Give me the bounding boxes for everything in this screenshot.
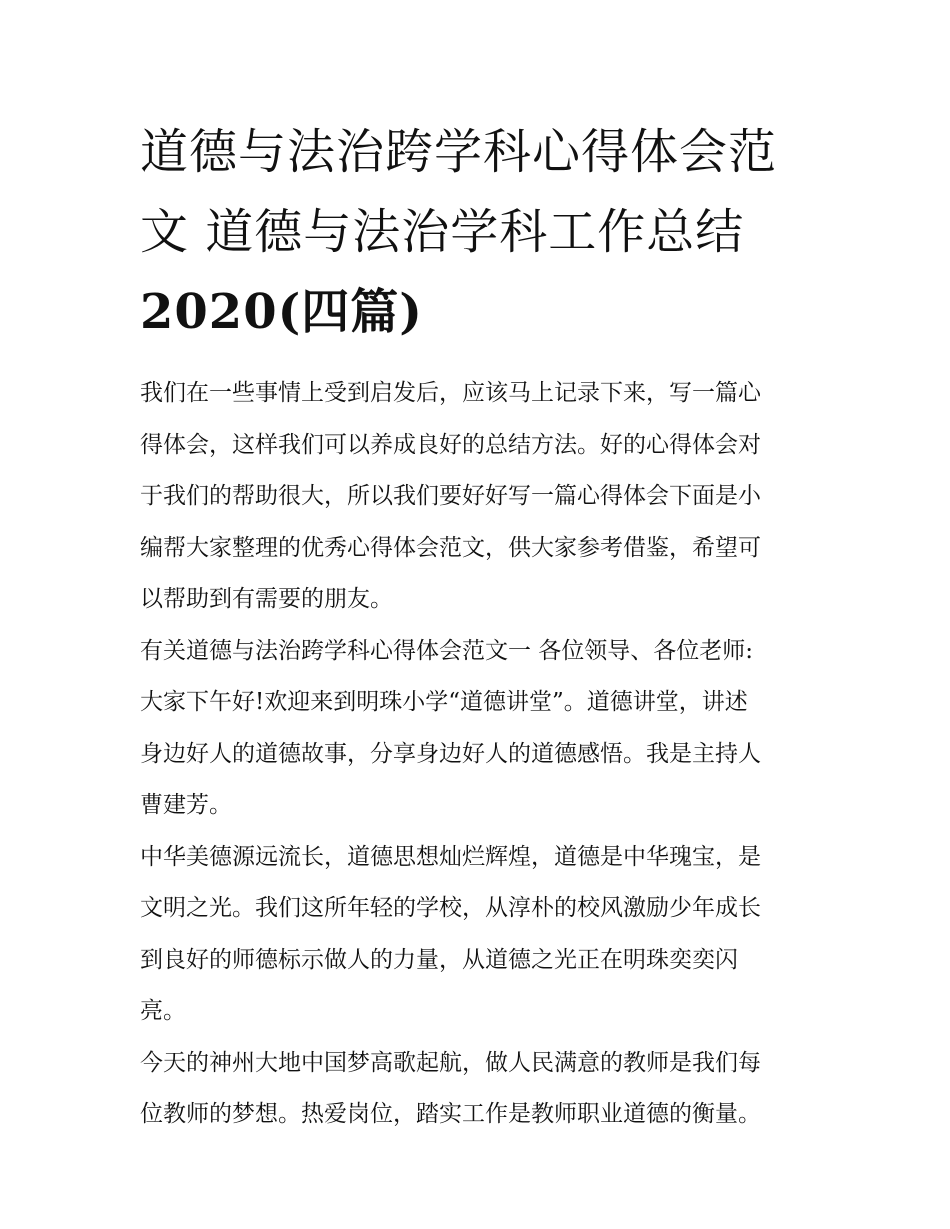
text-line: 亮。: [140, 998, 186, 1024]
title-line-2: 文 道德与法治学科工作总结: [140, 204, 745, 260]
text-line: 编帮大家整理的优秀心得体会范文，供大家参考借鉴，希望可: [140, 534, 761, 561]
paragraph-essay-one-opening: [140, 626, 812, 832]
title-line-3: 2020(四篇): [140, 284, 424, 340]
text-line: 有关道德与法治跨学科心得体会范文一 各位领导、各位老师:: [140, 637, 754, 664]
text-line: 位教师的梦想。热爱岗位，踏实工作是教师职业道德的衡量。: [140, 1101, 761, 1127]
text-line: 曹建芳。: [140, 792, 232, 818]
text-line: 身边好人的道德故事，分享身边好人的道德感悟。我是主持人: [140, 740, 761, 767]
text-line: 到良好的师德标示做人的力量，从道德之光正在明珠奕奕闪: [140, 946, 738, 973]
paragraph-teacher-dream: [140, 1038, 812, 1141]
paragraph-virtue: [140, 832, 812, 1038]
title-line-1: 道德与法治跨学科心得体会范: [140, 124, 778, 180]
document-page: [140, 112, 812, 1141]
text-line: 以帮助到有需要的朋友。: [140, 586, 393, 612]
text-line: 得体会，这样我们可以养成良好的总结方法。好的心得体会对: [140, 431, 761, 458]
paragraph-intro: [140, 368, 812, 626]
document-title: [140, 112, 812, 352]
text-line: 大家下午好!欢迎来到明珠小学“道德讲堂”。道德讲堂，讲述: [140, 689, 748, 715]
text-line: 我们在一些事情上受到启发后，应该马上记录下来，写一篇心: [140, 380, 761, 406]
text-line: 中华美德源远流长，道德思想灿烂辉煌，道德是中华瑰宝，是: [140, 843, 761, 870]
text-line: 于我们的帮助很大，所以我们要好好写一篇心得体会下面是小: [140, 483, 761, 509]
text-line: 今天的神州大地中国梦高歌起航，做人民满意的教师是我们每: [140, 1049, 761, 1076]
text-line: 文明之光。我们这所年轻的学校，从淳朴的校风激励少年成长: [140, 895, 761, 921]
document-body: [140, 368, 812, 1141]
